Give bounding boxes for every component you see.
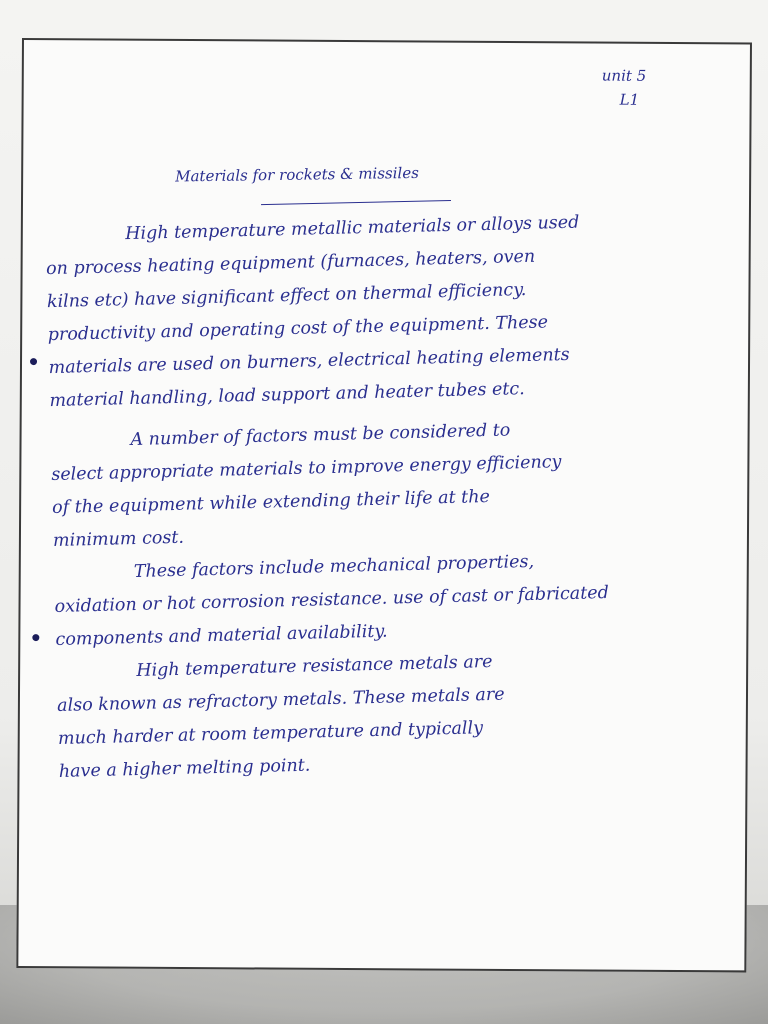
text-line: of the equipment while extending their life at the: [51, 486, 491, 519]
notebook-page: [16, 38, 752, 972]
text-line: minimum cost.: [52, 527, 185, 552]
text-line: material handling, load support and heater tubes etc.: [49, 379, 526, 412]
paragraph-3: [53, 541, 745, 657]
paragraph-4: [56, 640, 749, 789]
text-line: kilns etc) have significant effect on thermal efficiency.: [46, 279, 527, 313]
paragraph-2: [50, 409, 743, 558]
margin-dot: [32, 634, 39, 641]
text-line: have a higher melting point.: [58, 755, 311, 782]
margin-dot: [30, 358, 37, 365]
text-line: materials are used on burners, electrical heating elements: [48, 344, 570, 379]
text-line: much harder at room temperature and typically: [57, 718, 484, 749]
text-line: These factors include mechanical properties,: [133, 551, 535, 583]
lecture-label: L1: [619, 90, 640, 109]
text-line: High temperature resistance metals are: [136, 651, 493, 681]
paragraph-1: [45, 203, 740, 418]
title-underline: [261, 200, 451, 205]
text-line: also known as refractory metals. These metals are: [56, 684, 505, 716]
text-line: oxidation or hot corrosion resistance. use of cast or fabricated: [54, 582, 610, 618]
text-line: High temperature metallic materials or alloys used: [125, 212, 580, 245]
text-line: select appropriate materials to improve energy efficiency: [51, 452, 562, 486]
text-line: on process heating equipment (furnaces, heaters, oven: [45, 246, 536, 280]
text-line: A number of factors must be considered to: [130, 420, 511, 451]
note-body: [45, 203, 749, 789]
page-title: Materials for rockets & missiles: [175, 163, 419, 186]
unit-label: unit 5: [601, 66, 647, 85]
text-line: productivity and operating cost of the equipment. These: [47, 312, 549, 346]
text-line: components and material availability.: [55, 621, 388, 651]
